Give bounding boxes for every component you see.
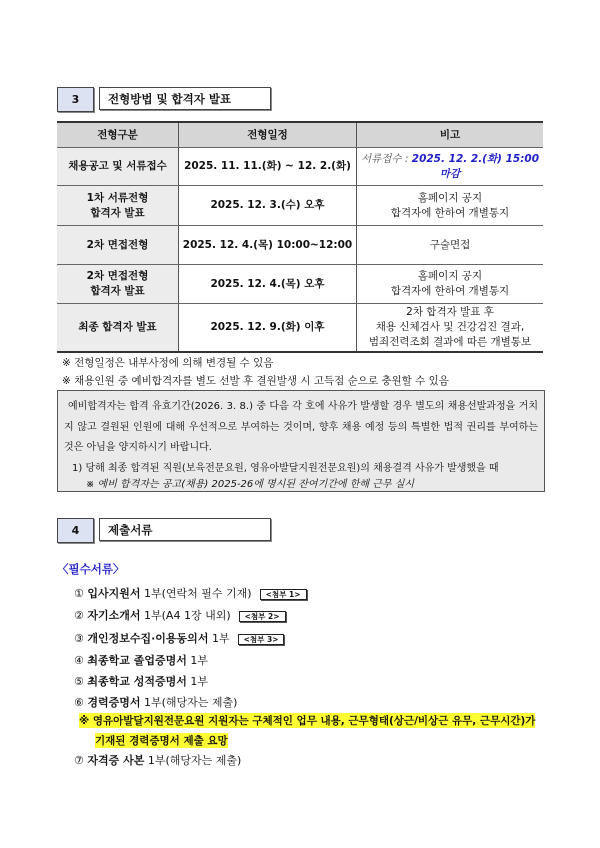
- note-cell: [357, 265, 544, 304]
- note-line: 합격자에 한하여 개별통지: [390, 206, 510, 219]
- item-number: ⑥: [74, 696, 84, 709]
- item-number: ②: [74, 609, 84, 622]
- stage-cell: 최종 합격자 발표: [57, 304, 179, 352]
- attachment-tag: <첨부 2>: [239, 611, 286, 622]
- table-row: [57, 148, 543, 186]
- doc-name: 자격증 사본: [87, 754, 145, 767]
- header-cell: 비고: [357, 122, 544, 148]
- table-row: [57, 186, 543, 226]
- section-title: 제출서류: [99, 518, 271, 541]
- date-cell: 2025. 12. 4.(목) 오후: [179, 265, 357, 304]
- doc-name: 최종학교 졸업증명서: [87, 654, 187, 667]
- stage-line: 2차 면접전형: [86, 270, 149, 282]
- doc-name: 입사지원서: [87, 587, 141, 600]
- item-number: ⑦: [74, 754, 84, 767]
- reserve-remark: ※ 예비 합격자는 공고(채용) 2025-26에 명시된 잔여기간에 한해 근무 실시: [86, 479, 415, 490]
- item-number: ⑤: [74, 675, 84, 688]
- doc-item: [74, 585, 307, 601]
- stage-cell: [57, 186, 179, 226]
- table-row: [57, 226, 543, 265]
- highlight-note: ※ 영유아발달지원전문요원 지원자는 구체적인 업무 내용, 근무형태(상근/비상근 유무, 근무시간)가: [79, 715, 536, 727]
- note-cell: 구술면접: [357, 226, 544, 265]
- header-cell: 전형구분: [57, 122, 179, 148]
- doc-name: 최종학교 성적증명서: [87, 675, 187, 688]
- stage-cell: [57, 265, 179, 304]
- note-line: 합격자에 한하여 개별통지: [390, 285, 510, 297]
- note-line: 범죄전력조회 결과에 따른 개별통보: [368, 335, 532, 348]
- doc-name: 개인정보수집·이용동의서: [87, 632, 209, 645]
- note-line: 채용 신체검사 및 건강검진 결과,: [375, 320, 525, 333]
- note-prefix: 서류접수 :: [360, 152, 412, 165]
- stage-cell: 2차 면접전형: [57, 226, 179, 265]
- section-title: 전형방법 및 합격자 발표: [99, 87, 271, 110]
- attachment-tag: <첨부 1>: [260, 589, 307, 600]
- doc-detail: 1부(해당자는 제출): [144, 754, 242, 767]
- stage-line: 1차 서류전형: [86, 191, 149, 204]
- table-header-row: [57, 122, 543, 148]
- doc-name: 자기소개서: [87, 609, 141, 622]
- note-text: ※ 전형일정은 내부사정에 의해 변경될 수 있음: [62, 357, 274, 369]
- stage-line: 합격자 발표: [90, 206, 145, 219]
- note-line: 2차 합격자 발표 후: [406, 305, 494, 318]
- date-cell: 2025. 11. 11.(화) ~ 12. 2.(화): [179, 148, 357, 186]
- doc-detail: 1부: [208, 632, 230, 645]
- doc-detail: 1부: [186, 675, 208, 688]
- deadline-text: 2025. 12. 2.(화) 15:00 마감: [411, 152, 540, 180]
- note-cell: [357, 186, 544, 226]
- item-number: ③: [74, 632, 84, 645]
- date-cell: 2025. 12. 3.(수) 오후: [179, 186, 357, 226]
- doc-item: [74, 652, 208, 668]
- note-line: 홈페이지 공지: [417, 270, 483, 282]
- item-number: ①: [74, 587, 84, 600]
- item-number: ④: [74, 654, 84, 667]
- table-row: [57, 304, 543, 352]
- highlight-note: 기재된 경력증명서 제출 요망: [95, 735, 228, 747]
- doc-item: [74, 630, 284, 646]
- attachment-tag: <첨부 3>: [238, 634, 285, 645]
- note-text: ※ 채용인원 중 예비합격자를 별도 선발 후 결원발생 시 고득점 순으로 충원할 수 있음: [62, 375, 449, 387]
- schedule-table: [57, 121, 543, 353]
- reserve-item: 1) 당해 최종 합격된 직원(보육전문요원, 영유아발달지원전문요원)의 채용결격 사유가 발생했을 때: [72, 462, 499, 474]
- doc-detail: 1부: [186, 654, 208, 667]
- reserve-text: 예비합격자는 합격 유효기간(2026. 3. 8.) 중 다음 각 호에 사유가 발생할 경우 별도의 채용선발과정을 거치지 않고 결원된 인원에 대해 우선적으로 부여하는 것이며, 향후 채용 예정 등의 특별한 법적 권리를 부여하는 것은 아님을 양지하시기 바랍니다.: [64, 401, 538, 453]
- header-cell: 전형일정: [179, 122, 357, 148]
- note-cell: [357, 304, 544, 352]
- date-cell: 2025. 12. 9.(화) 이후: [179, 304, 357, 352]
- doc-item: [74, 752, 241, 768]
- doc-detail: 1부(A4 1장 내외): [140, 609, 231, 622]
- stage-cell: 채용공고 및 서류접수: [57, 148, 179, 186]
- doc-detail: 1부(연락처 필수 기재): [140, 587, 252, 600]
- section-number: 3: [57, 87, 94, 112]
- doc-item: [74, 694, 237, 710]
- doc-name: 경력증명서: [87, 696, 141, 709]
- doc-item: [74, 673, 208, 689]
- doc-item: [74, 607, 286, 623]
- reserve-info-box: [57, 390, 545, 492]
- note-cell: [357, 148, 544, 186]
- required-docs-heading: 〈필수서류〉: [57, 562, 125, 576]
- doc-detail: 1부(해당자는 제출): [140, 696, 238, 709]
- stage-line: 합격자 발표: [90, 285, 145, 297]
- table-row: [57, 265, 543, 304]
- note-line: 홈페이지 공지: [417, 191, 483, 204]
- section-number: 4: [57, 518, 94, 543]
- date-cell: 2025. 12. 4.(목) 10:00~12:00: [179, 226, 357, 265]
